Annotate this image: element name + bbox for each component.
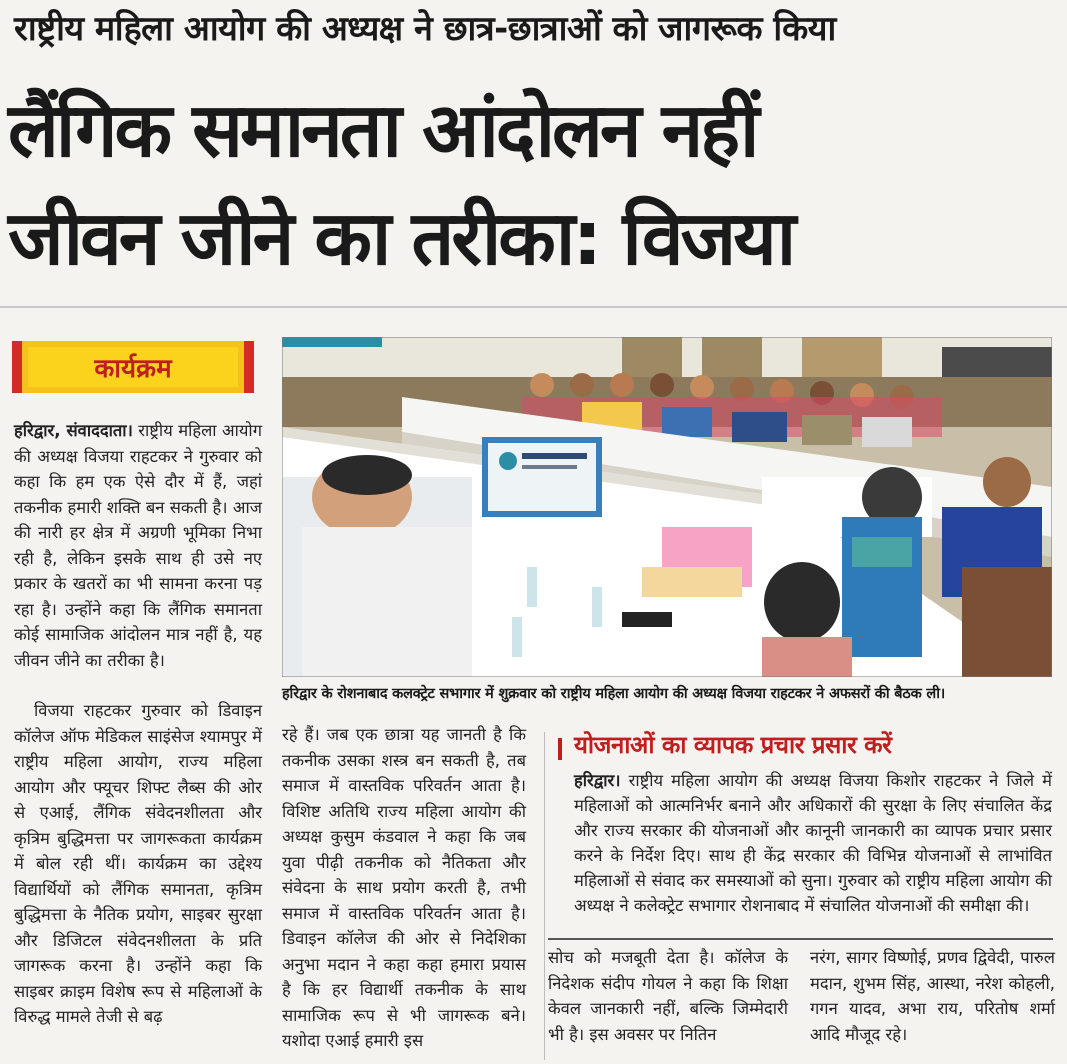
sidebar-body [574,768,1052,918]
article-paragraph-4: सोच को मजबूती देता है। कॉलेज के निदेशक संदीप गोयल ने कहा कि शिक्षा केवल जानकारी नहीं, बल्कि जिम्मेदारी भी है। इस अवसर पर नितिन [548,948,788,1044]
sidebar-paragraph: राष्ट्रीय महिला आयोग की अध्यक्ष विजया किशोर राहटकर ने जिले में महिलाओं को आत्मनिर्भर बनाने और अधिकारों की सुरक्षा के लिए संचालित केंद्र और राज्य सरकार की योजनाओं और कानूनी जानकारी का व्यापक प्रचार प्रसार करने के निर्देश दिए। साथ ही केंद्र सरकार की विभिन्न योजनाओं से लाभांवित महिलाओं से संवाद कर समस्याओं को सुना। गुरुवार को राष्ट्रीय महिला आयोग की अध्यक्ष ने कलेक्ट्रेट सभागार रोशनाबाद में संचालित योजनाओं की समीक्षा की। [574,771,1052,915]
section-badge [12,341,254,393]
sidebar-heading: योजनाओं का व्यापक प्रचार प्रसार करें [574,731,892,759]
article-dateline: हरिद्वार, संवाददाता। [14,421,133,440]
article-column-1 [14,418,262,673]
section-badge-label: कार्यक्रम [28,347,238,387]
photo-caption: हरिद्वार के रोशनाबाद कलक्ट्रेट सभागार में शुक्रवार को राष्ट्रीय महिला आयोग की अध्यक्ष विजया राहटकर ने अफसरों की बैठक ली। [282,686,946,702]
article-paragraph-2: विजया राहटकर गुरुवार को डिवाइन कॉलेज ऑफ मेडिकल साइंसेज श्यामपुर में राष्ट्रीय महिला आयोग, राज्य महिला आयोग और फ्यूचर शिफ्ट लैब्स की ओर से एआई, लैंगिक संवेदनशीलता और कृत्रिम बुद्धिमत्ता पर जागरूकता कार्यक्रम में बोल रही थीं। कार्यक्रम का उद्देश्य विद्यार्थियों को लैंगिक समानता, कृत्रिम बुद्धिमत्ता के नैतिक प्रयोग, साइबर सुरक्षा और डिजिटल संवेदनशीलता के प्रति जागरूक करना है। उन्होंने कहा कि साइबर क्राइम विशेष रूप से महिलाओं के विरुद्ध मामले तेजी से बढ़ [14,701,262,1026]
article-column-1b [14,698,262,1030]
article-paragraph-1: राष्ट्रीय महिला आयोग की अध्यक्ष विजया राहटकर ने गुरुवार को कहा कि हम एक ऐसे दौर में हैं, जहां तकनीक हमारी शक्ति बन सकती है। आज की नारी हर क्षेत्र में अग्रणी भूमिका निभा रही है, लेकिन इसके साथ ही उसे नए प्रकार के खतरों का भी सामना करना पड़ रहा है। उन्होंने कहा कि लैंगिक समानता कोई सामाजिक आंदोलन मात्र नहीं है, यह जीवन जीने का तरीका है। [14,421,262,670]
column-divider [544,732,545,1060]
sidebar-bottom-rule [548,938,1053,940]
article-paragraph-3: रहे हैं। जब एक छात्रा यह जानती है कि तकनीक उसका शस्त्र बन सकती है, तब समाज में वास्तविक परिवर्तन आता है। विशिष्ट अतिथि राज्य महिला आयोग की अध्यक्ष कुसुम कंडवाल ने कहा कि जब युवा पीढ़ी तकनीक को नैतिकता और संवेदना के साथ प्रयोग करती है, तभी समाज में वास्तविक परिवर्तन आता है। डिवाइन कॉलेज की ओर से निदेशिका अनुभा मदान ने कहा कहा हमारा प्रयास है कि हर विद्यार्थी तकनीक के साथ सामाजिक रूप से भी जागरूक बने। यशोदा एआई हमारी इस [282,725,526,1050]
news-photo [282,337,1052,677]
article-column-4 [810,945,1055,1047]
article-column-3 [548,945,788,1047]
kicker: राष्ट्रीय महिला आयोग की अध्यक्ष ने छात्र-छात्राओं को जागरूक किया [14,9,836,49]
sidebar-accent-bar [558,738,562,760]
article-paragraph-5: नरंग, सागर विष्णोई, प्रणव द्विवेदी, पारुल मदान, शुभम सिंह, आस्था, नरेश कोहली, गगन यादव, अभा राय, परितोष शर्मा आदि मौजूद रहे। [810,948,1055,1044]
divider [0,306,1067,308]
meeting-photo-illustration [282,337,1052,677]
sidebar-dateline: हरिद्वार। [574,771,621,790]
headline-line-2: जीवन जीने का तरीका: विजया [8,194,794,282]
article-column-2 [282,722,526,1054]
headline-line-1: लैंगिक समानता आंदोलन नहीं [8,86,757,174]
